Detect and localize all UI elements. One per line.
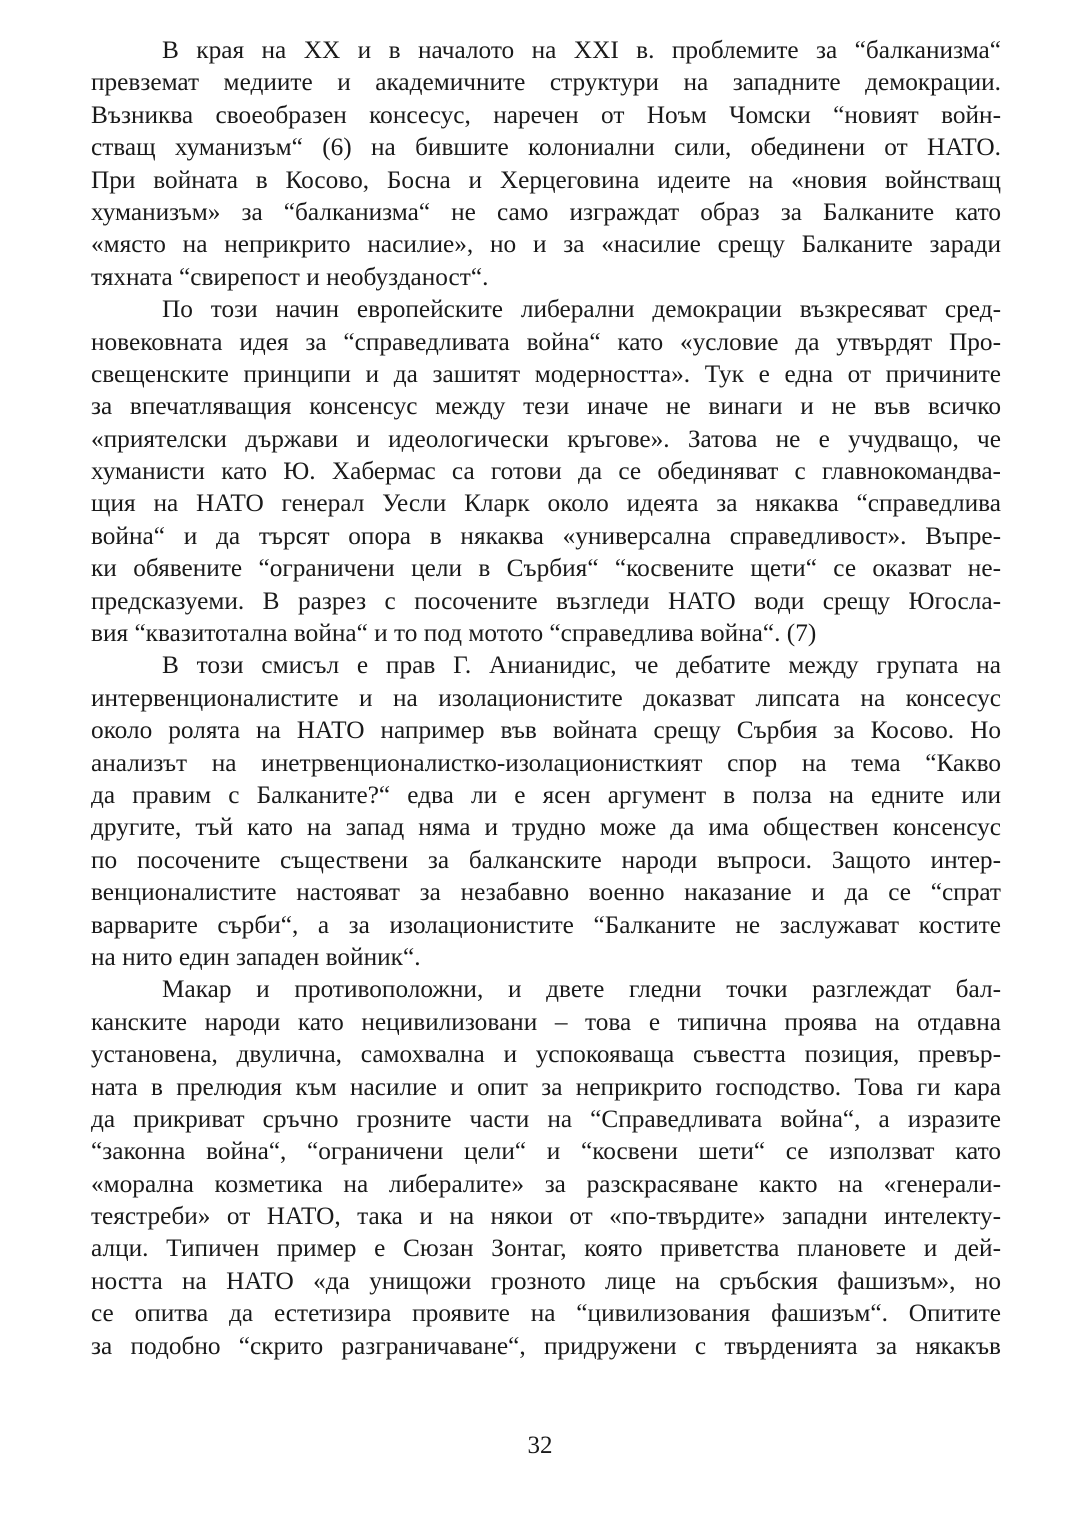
text-line: Възниква своеобразен консесус, наречен от Ноъм Чомски “новият войн- xyxy=(91,100,1001,129)
text-line: установена, двулична, самохвална и успокояваща съвестта позиция, превър- xyxy=(91,1040,1001,1069)
text-line: «морална козметика на либералите» за разскрасяване както на «генерали- xyxy=(91,1169,1001,1198)
text-line: за впечатляващия консенсус между тези иначе не винаги и не във всичко xyxy=(91,392,1001,421)
text-line: за подобно “скрито разграничаване“, придружени с твърденията за някакъв xyxy=(91,1331,1001,1360)
text-line: новековната идея за “справедливата война“ като «условие да утвърдят Про- xyxy=(91,327,1001,356)
text-line: По този начин европейските либерални демокрации възкресяват сред- xyxy=(162,295,1001,324)
text-line: другите, тъй като на запад няма и трудно може да има обществен консенсус xyxy=(91,813,1001,842)
text-line: “законна война“, “ограничени цели“ и “косвени шети“ се използват като xyxy=(91,1137,1001,1166)
text-line: ността на НАТО «да унищожи грозното лице на сръбския фашизъм», но xyxy=(91,1266,1001,1295)
text-line: да правим с Балканите?“ едва ли е ясен аргумент в полза на едните или xyxy=(91,780,1001,809)
text-line: вия “квазитотална война“ и то под мотото “справедлива война“. (7) xyxy=(91,619,817,648)
text-line: При войната в Косово, Босна и Херцеговина идеите на «новия войнстващ xyxy=(91,165,1001,194)
text-line: на нито един западен войник“. xyxy=(91,942,421,971)
text-line: теястреби» от НАТО, така и на някои от «по-твърдите» западни интелекту- xyxy=(91,1202,1001,1231)
text-line: «приятелски държави и идеологически кръгове». Затова не е учудващо, че xyxy=(91,424,1001,453)
text-line: превземат медиите и академичните структури на западните демокрации. xyxy=(91,68,1001,97)
text-line: хуманизъм» за “балканизма“ не само изграждат образ за Балканите като xyxy=(91,197,1001,226)
text-line: предсказуеми. В разрез с посочените възгледи НАТО води срещу Югосла- xyxy=(91,586,1001,615)
text-line: тяхната “свирепост и необузданост“. xyxy=(91,262,489,291)
text-line: венционалистите настояват за незабавно военно наказание и да се “спрат xyxy=(91,878,1001,907)
text-line: Макар и противоположни, и двете гледни точки разглеждат бал- xyxy=(162,975,1001,1004)
text-line: ки обявените “ограничени цели в Сърбия“ “косвените щети“ се оказват не- xyxy=(91,554,1001,583)
paragraph xyxy=(91,34,1001,293)
text-line: щия на НАТО генерал Уесли Кларк около идеята за някаква “справедлива xyxy=(91,489,1001,518)
text-line: анализът на инетрвенционалистко-изолационисткият спор на тема “Какво xyxy=(91,748,1001,777)
text-line: да прикриват сръчно грозните части на “Справедливата война“, а изразите xyxy=(91,1104,1001,1133)
paragraph xyxy=(91,293,1001,649)
text-line: свещенските принципи и да зашитят модерността». Тук е една от причините xyxy=(91,359,1001,388)
text-line: алци. Типичен пример е Сюзан Зонтаг, която приветства плановете и дей- xyxy=(91,1234,1001,1263)
paragraph xyxy=(91,649,1001,973)
text-line: интервенционалистите и на изолационистите доказват липсата на консесус xyxy=(91,683,1001,712)
text-line: В този смисъл е прав Г. Анианидис, че дебатите между групата на xyxy=(162,651,1001,680)
text-line: около ролята на НАТО например във войната срещу Сърбия за Косово. Но xyxy=(91,716,1001,745)
text-line: по посочените съществени за балканските народи въпроси. Защото интер- xyxy=(91,845,1001,874)
text-line: стващ хуманизъм“ (6) на бившите колониални сили, обединени от НАТО. xyxy=(91,133,1001,162)
text-line: ната в прелюдия към насилие и опит за неприкрито господство. Това ги кара xyxy=(91,1072,1001,1101)
text-body xyxy=(91,34,1001,1362)
text-line: «място на неприкрито насилие», но и за «насилие срещу Балканите заради xyxy=(91,230,1001,259)
text-line: се опитва да естетизира проявите на “цивилизования фашизъм“. Опитите xyxy=(91,1299,1001,1328)
text-line: хуманисти като Ю. Хабермас са готови да се обединяват с главнокомандва- xyxy=(91,457,1001,486)
text-line: варварите сърби“, а за изолационистите “Балканите не заслужават костите xyxy=(91,910,1001,939)
paragraph xyxy=(91,973,1001,1362)
text-line: В края на ХХ и в началото на ХХІ в. проблемите за “балканизма“ xyxy=(162,36,1001,64)
text-line: война“ и да търсят опора в някаква «универсална справедливост». Въпре- xyxy=(91,521,1001,550)
text-line: канските народи като нецивилизовани – това е типична проява на отдавна xyxy=(91,1007,1001,1036)
page-number: 32 xyxy=(527,1432,553,1459)
